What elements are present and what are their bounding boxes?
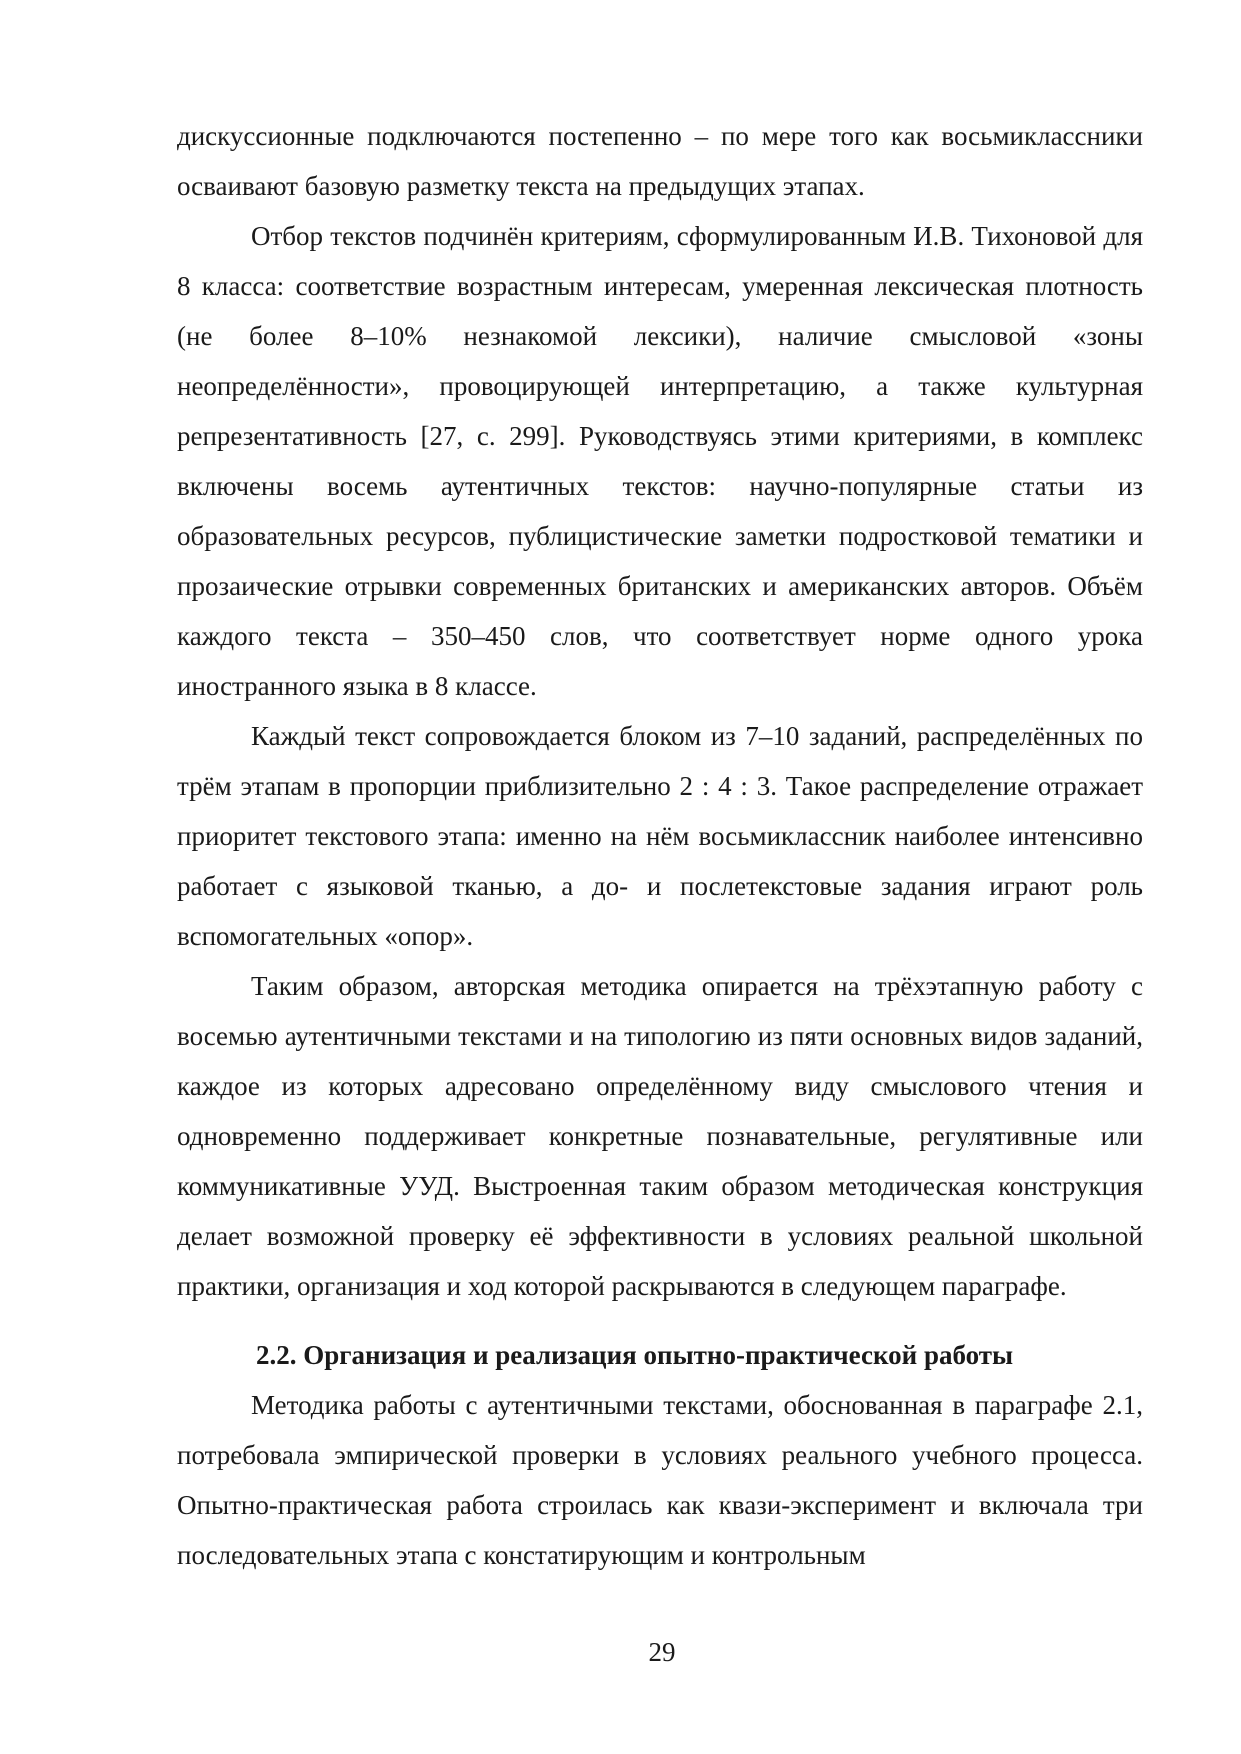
- paragraph-conclusion: Таким образом, авторская методика опирается на трёхэтапную работу с восемью аутентичными текстами и на типологию из пяти основных видов заданий, каждое из которых адресовано определённому виду смыслового чтения и одновременно поддерживает конкретные познавательные, регулятивные или коммуникативные УУД. Выстроенная таким образом методическая конструкция делает возможной проверку её эффективности в условиях реальной школьной практики, организация и ход которой раскрываются в следующем параграфе.: [177, 971, 1143, 1301]
- section-heading: 2.2. Организация и реализация опытно-практической работы: [256, 1340, 1014, 1370]
- paragraph-continuation: дискуссионные подключаются постепенно – по мере того как восьмиклассники осваивают базовую разметку текста на предыдущих этапах.: [177, 121, 1143, 201]
- paragraph-text-selection: Отбор текстов подчинён критериям, сформулированным И.В. Тихоновой для 8 класса: соответствие возрастным интересам, умеренная лексическая плотность (не более 8–10% незнакомой лексики), наличие смысловой «зоны неопределённости», провоцирующей интерпретацию, а также культурная репрезентативность [27, с. 299]. Руководствуясь этими критериями, в комплекс включены восемь аутентичных текстов: научно-популярные статьи из образовательных ресурсов, публицистические заметки подростковой тематики и прозаические отрывки современных британских и американских авторов. Объём каждого текста – 350–450 слов, что соответствует норме одного урока иностранного языка в 8 классе.: [177, 221, 1143, 701]
- page-number: 29: [648, 1637, 676, 1667]
- body-text: [177, 111, 1143, 1580]
- paragraph-section-intro: Методика работы с аутентичными текстами, обоснованная в параграфе 2.1, потребовала эмпирической проверки в условиях реального учебного процесса. Опытно-практическая работа строилась как квази-эксперимент и включала три последовательных этапа с констатирующим и контрольным: [177, 1390, 1143, 1570]
- paragraph-task-distribution: Каждый текст сопровождается блоком из 7–10 заданий, распределённых по трём этапам в пропорции приблизительно 2 : 4 : 3. Такое распределение отражает приоритет текстового этапа: именно на нём восьмиклассник наиболее интенсивно работает с языковой тканью, а до- и послетекстовые задания играют роль вспомогательных «опор».: [177, 721, 1143, 951]
